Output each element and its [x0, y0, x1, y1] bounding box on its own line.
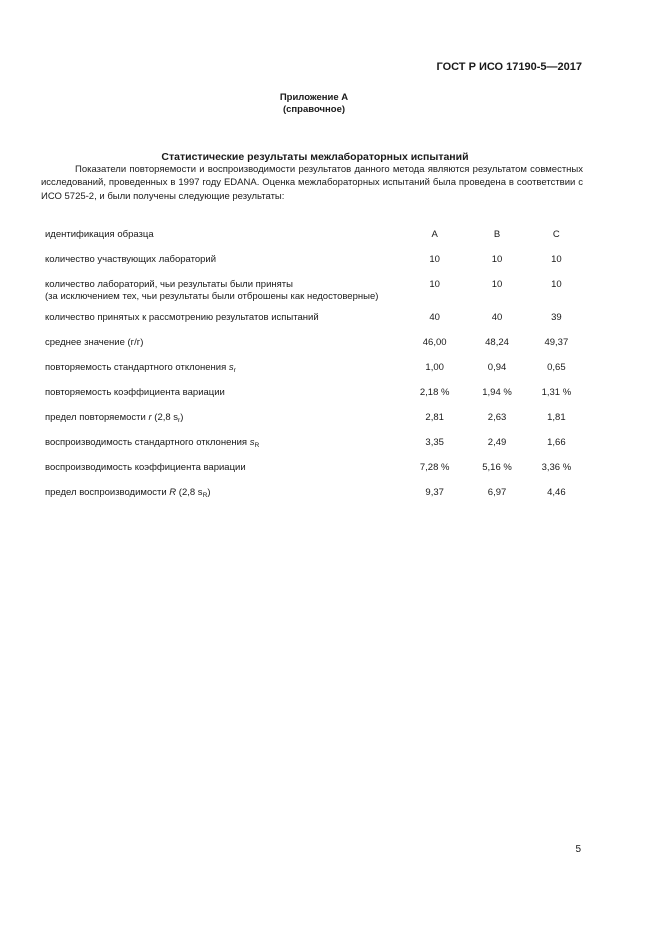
row-label-text: воспроизводимость стандартного отклонения: [45, 437, 248, 448]
value-b: 6,97: [487, 487, 507, 498]
value-b: 5,16 %: [482, 462, 512, 473]
value-c: 10: [551, 254, 562, 265]
results-table: [45, 224, 585, 507]
row-label-text: повторяемость стандартного отклонения: [45, 362, 227, 373]
subscript: R: [254, 442, 260, 449]
subscript: R: [202, 492, 208, 499]
symbol: R: [169, 487, 177, 498]
row-label: [45, 357, 403, 382]
symbol: r: [148, 412, 152, 423]
table-row: [45, 382, 585, 407]
row-label: воспроизводимость коэффициента вариации: [45, 462, 246, 473]
table-row: [45, 407, 585, 432]
value-a: 40: [429, 312, 440, 323]
row-label: [45, 274, 403, 307]
symbol: s: [228, 362, 234, 373]
value-a: 1,00: [425, 362, 444, 373]
value-a: 10: [429, 254, 440, 265]
table-row: [45, 274, 585, 307]
row-label: количество принятых к рассмотрению результатов испытаний: [45, 312, 319, 323]
value-a: 10: [429, 279, 440, 290]
row-label: [45, 407, 403, 432]
value-c: 39: [551, 312, 562, 323]
value-a: 2,81: [425, 412, 444, 423]
row-label: [45, 432, 403, 457]
document-code: ГОСТ Р ИСО 17190-5—2017: [436, 61, 582, 73]
value-c: 3,36 %: [541, 462, 572, 473]
table-row: [45, 332, 585, 357]
row-label-text: предел воспроизводимости: [45, 487, 167, 498]
value-a: 7,28 %: [419, 462, 450, 473]
subscript: r: [178, 417, 181, 424]
section-title: Статистические результаты межлабораторных испытаний: [161, 151, 469, 163]
row-label-line2: (за исключением тех, чьи результаты были отброшены как недостоверные): [45, 291, 379, 302]
value-b: 10: [491, 254, 503, 265]
value-b: 0,94: [487, 362, 507, 373]
table-row: [45, 482, 585, 507]
row-label-line1: количество лабораторий, чьи результаты были приняты: [45, 279, 293, 290]
table-row: [45, 307, 585, 332]
table-row: [45, 357, 585, 382]
appendix-title: Приложение А: [279, 92, 349, 103]
row-label-text: предел повторяемости: [45, 412, 146, 423]
formula-close: ): [180, 412, 184, 423]
value-c: 10: [551, 279, 562, 290]
value-c: C: [552, 229, 560, 240]
value-c: 1,31 %: [541, 387, 572, 398]
value-b: 48,24: [485, 337, 509, 348]
formula-close: ): [207, 487, 211, 498]
table-row: [45, 432, 585, 457]
subscript: r: [233, 367, 236, 374]
value-b: 2,63: [487, 412, 507, 423]
value-a: A: [431, 229, 438, 240]
symbol: s: [249, 437, 255, 448]
row-label: идентификация образца: [45, 229, 154, 240]
appendix-heading: [0, 92, 628, 116]
value-b: 1,94 %: [482, 387, 512, 398]
formula: (2,8 s: [178, 487, 203, 498]
value-a: 46,00: [422, 337, 447, 348]
intro-paragraph: Показатели повторяемости и воспроизводимости результатов данного метода являются результатом совместных исследований, проведенных в 1997 году EDANA. Оценка межлабораторных испытаний была проведена в соответствии с ИСО 5725-2, и были получены следующие результаты:: [41, 164, 583, 202]
row-label: повторяемость коэффициента вариации: [45, 387, 225, 398]
row-label: [45, 482, 403, 507]
table-row: [45, 224, 585, 249]
row-label: среднее значение (г/г): [45, 337, 144, 348]
page-number: 5: [575, 844, 581, 855]
value-a: 2,18 %: [419, 387, 450, 398]
value-b: 2,49: [487, 437, 507, 448]
appendix-subtitle: (справочное): [282, 104, 346, 115]
value-c: 0,65: [547, 362, 566, 373]
value-c: 4,46: [547, 487, 566, 498]
value-c: 1,66: [547, 437, 566, 448]
value-c: 1,81: [547, 412, 566, 423]
value-b: 40: [491, 312, 503, 323]
value-a: 9,37: [425, 487, 444, 498]
table-row: [45, 249, 585, 274]
value-b: 10: [491, 279, 503, 290]
row-label: количество участвующих лабораторий: [45, 254, 217, 265]
value-a: 3,35: [425, 437, 444, 448]
value-b: B: [493, 229, 501, 240]
table-row: [45, 457, 585, 482]
value-c: 49,37: [544, 337, 569, 348]
formula: (2,8 s: [154, 412, 179, 423]
